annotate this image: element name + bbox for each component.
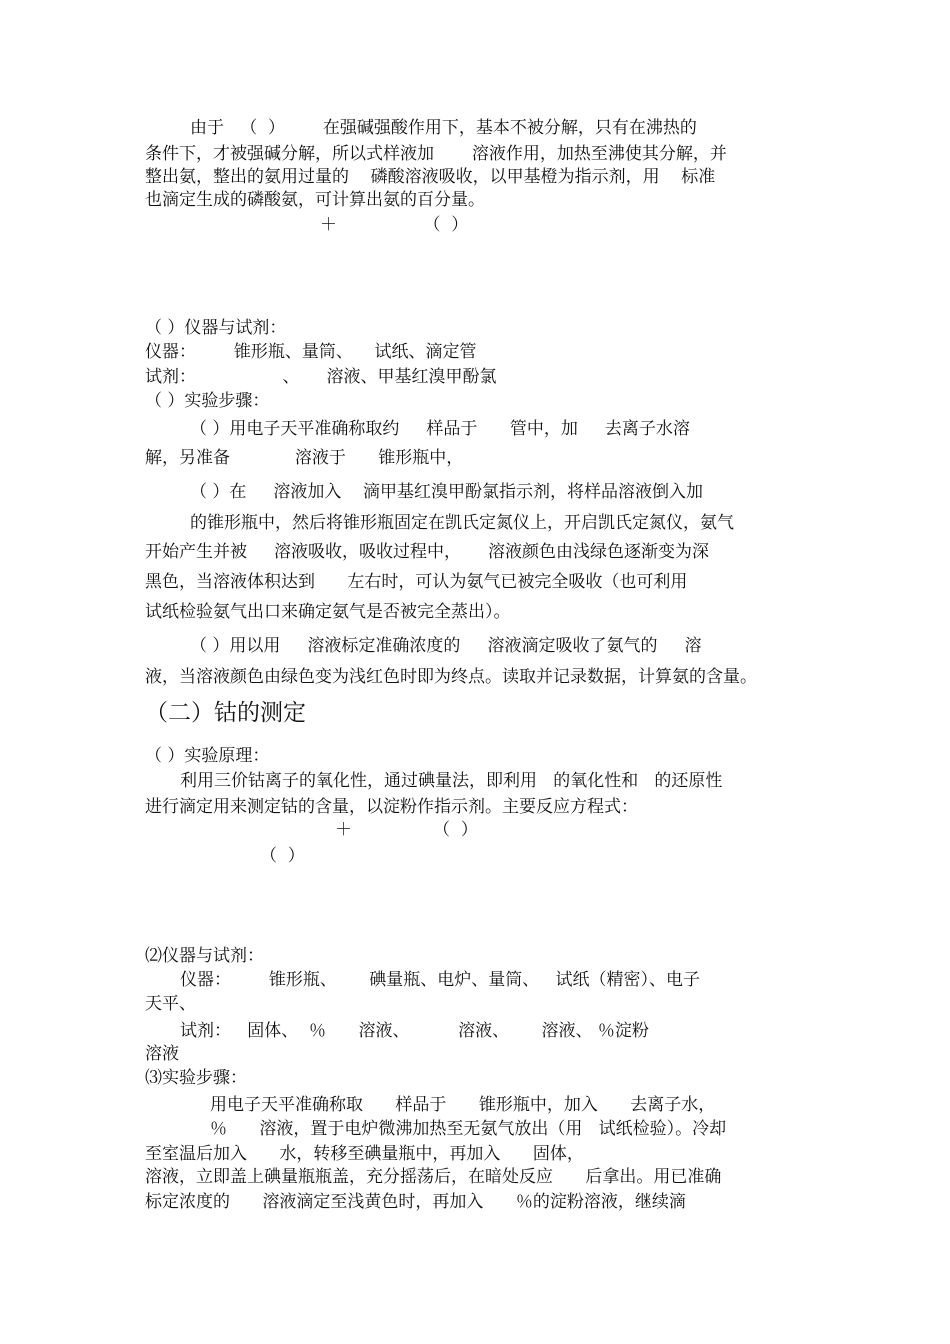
cobalt-steps-title: ⑶实验步骤： — [145, 1068, 247, 1088]
reagents-line: 试剂： 、 溶液、甲基红溴甲酚氯 — [145, 367, 497, 387]
cobalt-instruments-title: ⑵仪器与试剂： — [145, 946, 264, 966]
steps-title: （ ）实验步骤： — [145, 391, 270, 411]
section-heading-cobalt: （二）钴的测定 — [145, 700, 306, 726]
cobalt-step-line-4: 溶液，立即盖上碘量瓶瓶盖，充分摇荡后，在暗处反应 后拿出。用已准确 — [145, 1167, 722, 1187]
cobalt-reagents-line-1: 试剂： 固体、 ％ 溶液、 溶液、 溶液、 ％淀粉 — [180, 1021, 649, 1041]
cobalt-step-line-2: ％ 溶液，置于电炉微沸加热至无氨气放出（用 试纸检验）。冷却 — [210, 1119, 727, 1139]
cobalt-equation-2: （ ） — [260, 846, 305, 866]
cobalt-equation-1: ＋ （ ） — [335, 820, 478, 840]
cobalt-principle-line-2: 进行滴定用来测定钴的含量，以淀粉作指示剂。主要反应方程式： — [145, 797, 638, 817]
step1-line-1: （ ）用电子天平准确称取约 样品于 管中，加 去离子水溶 — [190, 419, 690, 439]
cobalt-step-line-3: 至室温后加入 水，转移至碘量瓶中，再加入 固体， — [145, 1144, 584, 1164]
principle-line-2: 条件下，才被强碱分解，所以式样液加 溶液作用，加热至沸使其分解，并 — [145, 144, 727, 164]
cobalt-reagents-line-2: 溶液 — [145, 1044, 179, 1064]
step2-line-1: （ ）在 溶液加入 滴甲基红溴甲酚氯指示剂，将样品溶液倒入加 — [190, 482, 704, 502]
principle-line-4: 也滴定生成的磷酸氨，可计算出氨的百分量。 — [145, 190, 485, 210]
step2-line-5: 试纸检验氨气出口来确定氨气是否被完全蒸出）。 — [145, 602, 511, 622]
step2-line-2: 的锥形瓶中，然后将锥形瓶固定在凯氏定氮仪上，开启凯氏定氮仪，氨气 — [190, 513, 734, 533]
reaction-equation: ＋ （ ） — [320, 215, 469, 235]
step3-line-1: （ ）用以用 溶液标定准确浓度的 溶液滴定吸收了氨气的 溶 — [190, 636, 702, 656]
step3-line-2: 液，当溶液颜色由绿色变为浅红色时即为终点。读取并记录数据，计算氨的含量。 — [145, 667, 757, 687]
step1-line-2: 解，另准备 溶液于 锥形瓶中， — [145, 448, 464, 468]
instruments-reagents-title: （ ）仪器与试剂： — [145, 318, 287, 338]
cobalt-instruments-line-1: 仪器： 锥形瓶、 碘量瓶、电炉、量筒、 试纸（精密）、电子 — [180, 970, 700, 990]
step2-line-4: 黑色，当溶液体积达到 左右时，可认为氨气已被完全吸收（也可利用 — [145, 572, 688, 592]
principle-line-1: 由于 （ ） 在强碱强酸作用下，基本不被分解，只有在沸热的 — [190, 118, 697, 138]
cobalt-principle-title: （ ）实验原理： — [145, 746, 270, 766]
principle-line-3: 整出氨，整出的氨用过量的 磷酸溶液吸收，以甲基橙为指示剂，用 标准 — [145, 167, 716, 187]
step2-line-3: 开始产生并被 溶液吸收，吸收过程中， 溶液颜色由浅绿色逐渐变为深 — [145, 542, 710, 562]
cobalt-principle-line-1: 利用三价钴离子的氧化性，通过碘量法，即利用 的氧化性和 的还原性 — [180, 771, 723, 791]
cobalt-instruments-line-2: 天平、 — [145, 994, 196, 1014]
cobalt-step-line-1: 用电子天平准确称取 样品于 锥形瓶中，加入 去离子水， — [210, 1095, 716, 1115]
instruments-line: 仪器： 锥形瓶、量筒、 试纸、滴定管 — [145, 342, 477, 362]
cobalt-step-line-5: 标定浓度的 溶液滴定至浅黄色时，再加入 ％的淀粉溶液，继续滴 — [145, 1192, 686, 1212]
